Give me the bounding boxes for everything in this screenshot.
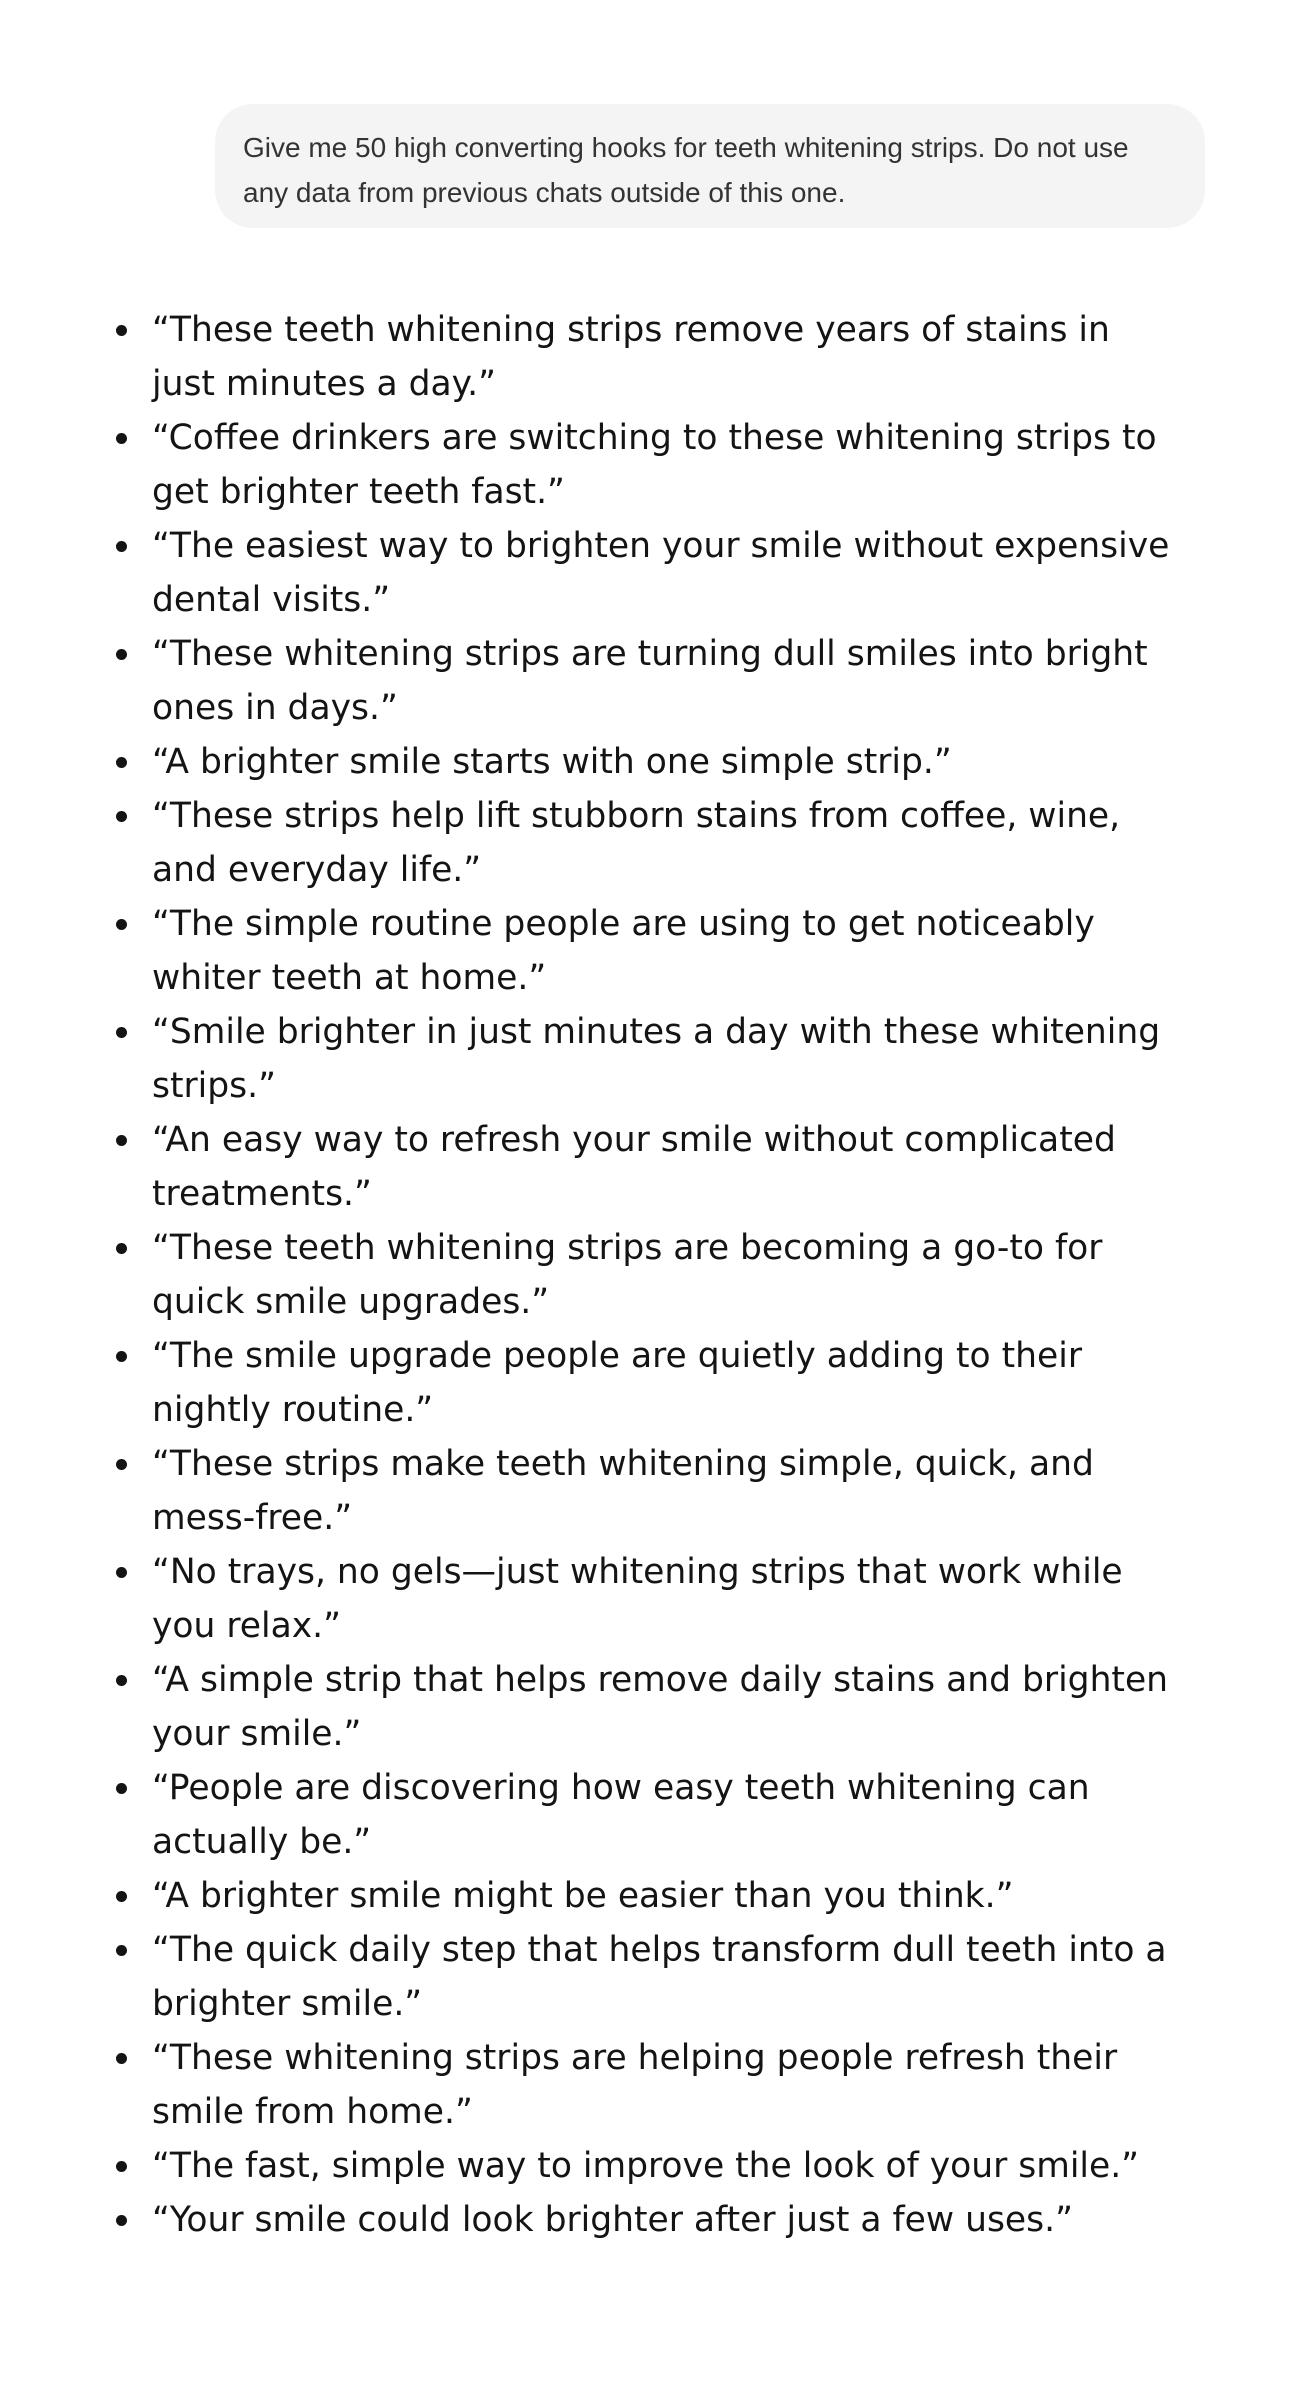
list-item — [0, 2031, 1180, 2139]
bullet-icon — [116, 919, 127, 930]
hook-text: “The fast, simple way to improve the look of your smile.” — [152, 2146, 1140, 2186]
list-item — [0, 897, 1180, 1005]
list-item — [0, 789, 1180, 897]
bullet-icon — [116, 1945, 127, 1956]
hook-text: “Smile brighter in just minutes a day with these whitening strips.” — [152, 1012, 1161, 1106]
list-item — [0, 1761, 1180, 1869]
hook-text: “People are discovering how easy teeth whitening can actually be.” — [152, 1768, 1090, 1862]
list-item — [0, 303, 1180, 411]
list-item — [0, 1545, 1180, 1653]
list-item — [0, 1923, 1180, 2031]
hook-text: “An easy way to refresh your smile without complicated treatments.” — [152, 1120, 1116, 1214]
bullet-icon — [116, 1243, 127, 1254]
hook-text: “The simple routine people are using to get noticeably whiter teeth at home.” — [152, 904, 1095, 998]
bullet-icon — [116, 757, 127, 768]
bullet-icon — [116, 649, 127, 660]
hook-text: “These teeth whitening strips remove years of stains in just minutes a day.” — [152, 310, 1110, 404]
hook-text: “A brighter smile starts with one simple strip.” — [152, 742, 952, 782]
list-item — [0, 627, 1180, 735]
list-item — [0, 1869, 1180, 1923]
list-item — [0, 1653, 1180, 1761]
hook-text: “The smile upgrade people are quietly adding to their nightly routine.” — [152, 1336, 1083, 1430]
hook-text: “These teeth whitening strips are becoming a go-to for quick smile upgrades.” — [152, 1228, 1103, 1322]
list-item — [0, 519, 1180, 627]
list-item — [0, 1329, 1180, 1437]
bullet-icon — [116, 541, 127, 552]
hook-text: “These strips help lift stubborn stains from coffee, wine, and everyday life.” — [152, 796, 1121, 890]
hook-text: “The quick daily step that helps transform dull teeth into a brighter smile.” — [152, 1930, 1167, 2024]
list-item — [0, 1005, 1180, 1113]
bullet-icon — [116, 1675, 127, 1686]
list-item — [0, 2139, 1180, 2193]
list-item — [0, 411, 1180, 519]
bullet-icon — [116, 433, 127, 444]
bullet-icon — [116, 1783, 127, 1794]
bullet-icon — [116, 1459, 127, 1470]
hook-text: “No trays, no gels—just whitening strips that work while you relax.” — [152, 1552, 1123, 1646]
list-item — [0, 2193, 1180, 2247]
bullet-icon — [116, 2215, 127, 2226]
bullet-icon — [116, 1135, 127, 1146]
bullet-icon — [116, 1891, 127, 1902]
hook-text: “These whitening strips are helping people refresh their smile from home.” — [152, 2038, 1118, 2132]
bullet-icon — [116, 2053, 127, 2064]
hook-text: “These whitening strips are turning dull smiles into bright ones in days.” — [152, 634, 1148, 728]
user-message-text: Give me 50 high converting hooks for teeth whitening strips. Do not use any data from previous chats outside of this one. — [243, 132, 1129, 208]
list-item — [0, 1221, 1180, 1329]
hooks-list — [0, 303, 1300, 2247]
hook-text: “The easiest way to brighten your smile without expensive dental visits.” — [152, 526, 1170, 620]
bullet-icon — [116, 1351, 127, 1362]
user-message-bubble — [215, 104, 1205, 228]
bullet-icon — [116, 325, 127, 336]
bullet-icon — [116, 811, 127, 822]
hook-text: “Coffee drinkers are switching to these whitening strips to get brighter teeth fast.” — [152, 418, 1157, 512]
hook-text: “These strips make teeth whitening simple, quick, and mess-free.” — [152, 1444, 1094, 1538]
hook-text: “Your smile could look brighter after just a few uses.” — [152, 2200, 1073, 2240]
bullet-icon — [116, 2161, 127, 2172]
hook-text: “A brighter smile might be easier than you think.” — [152, 1876, 1014, 1916]
bullet-icon — [116, 1027, 127, 1038]
list-item — [0, 1437, 1180, 1545]
list-item — [0, 735, 1180, 789]
hook-text: “A simple strip that helps remove daily stains and brighten your smile.” — [152, 1660, 1169, 1754]
list-item — [0, 1113, 1180, 1221]
bullet-icon — [116, 1567, 127, 1578]
